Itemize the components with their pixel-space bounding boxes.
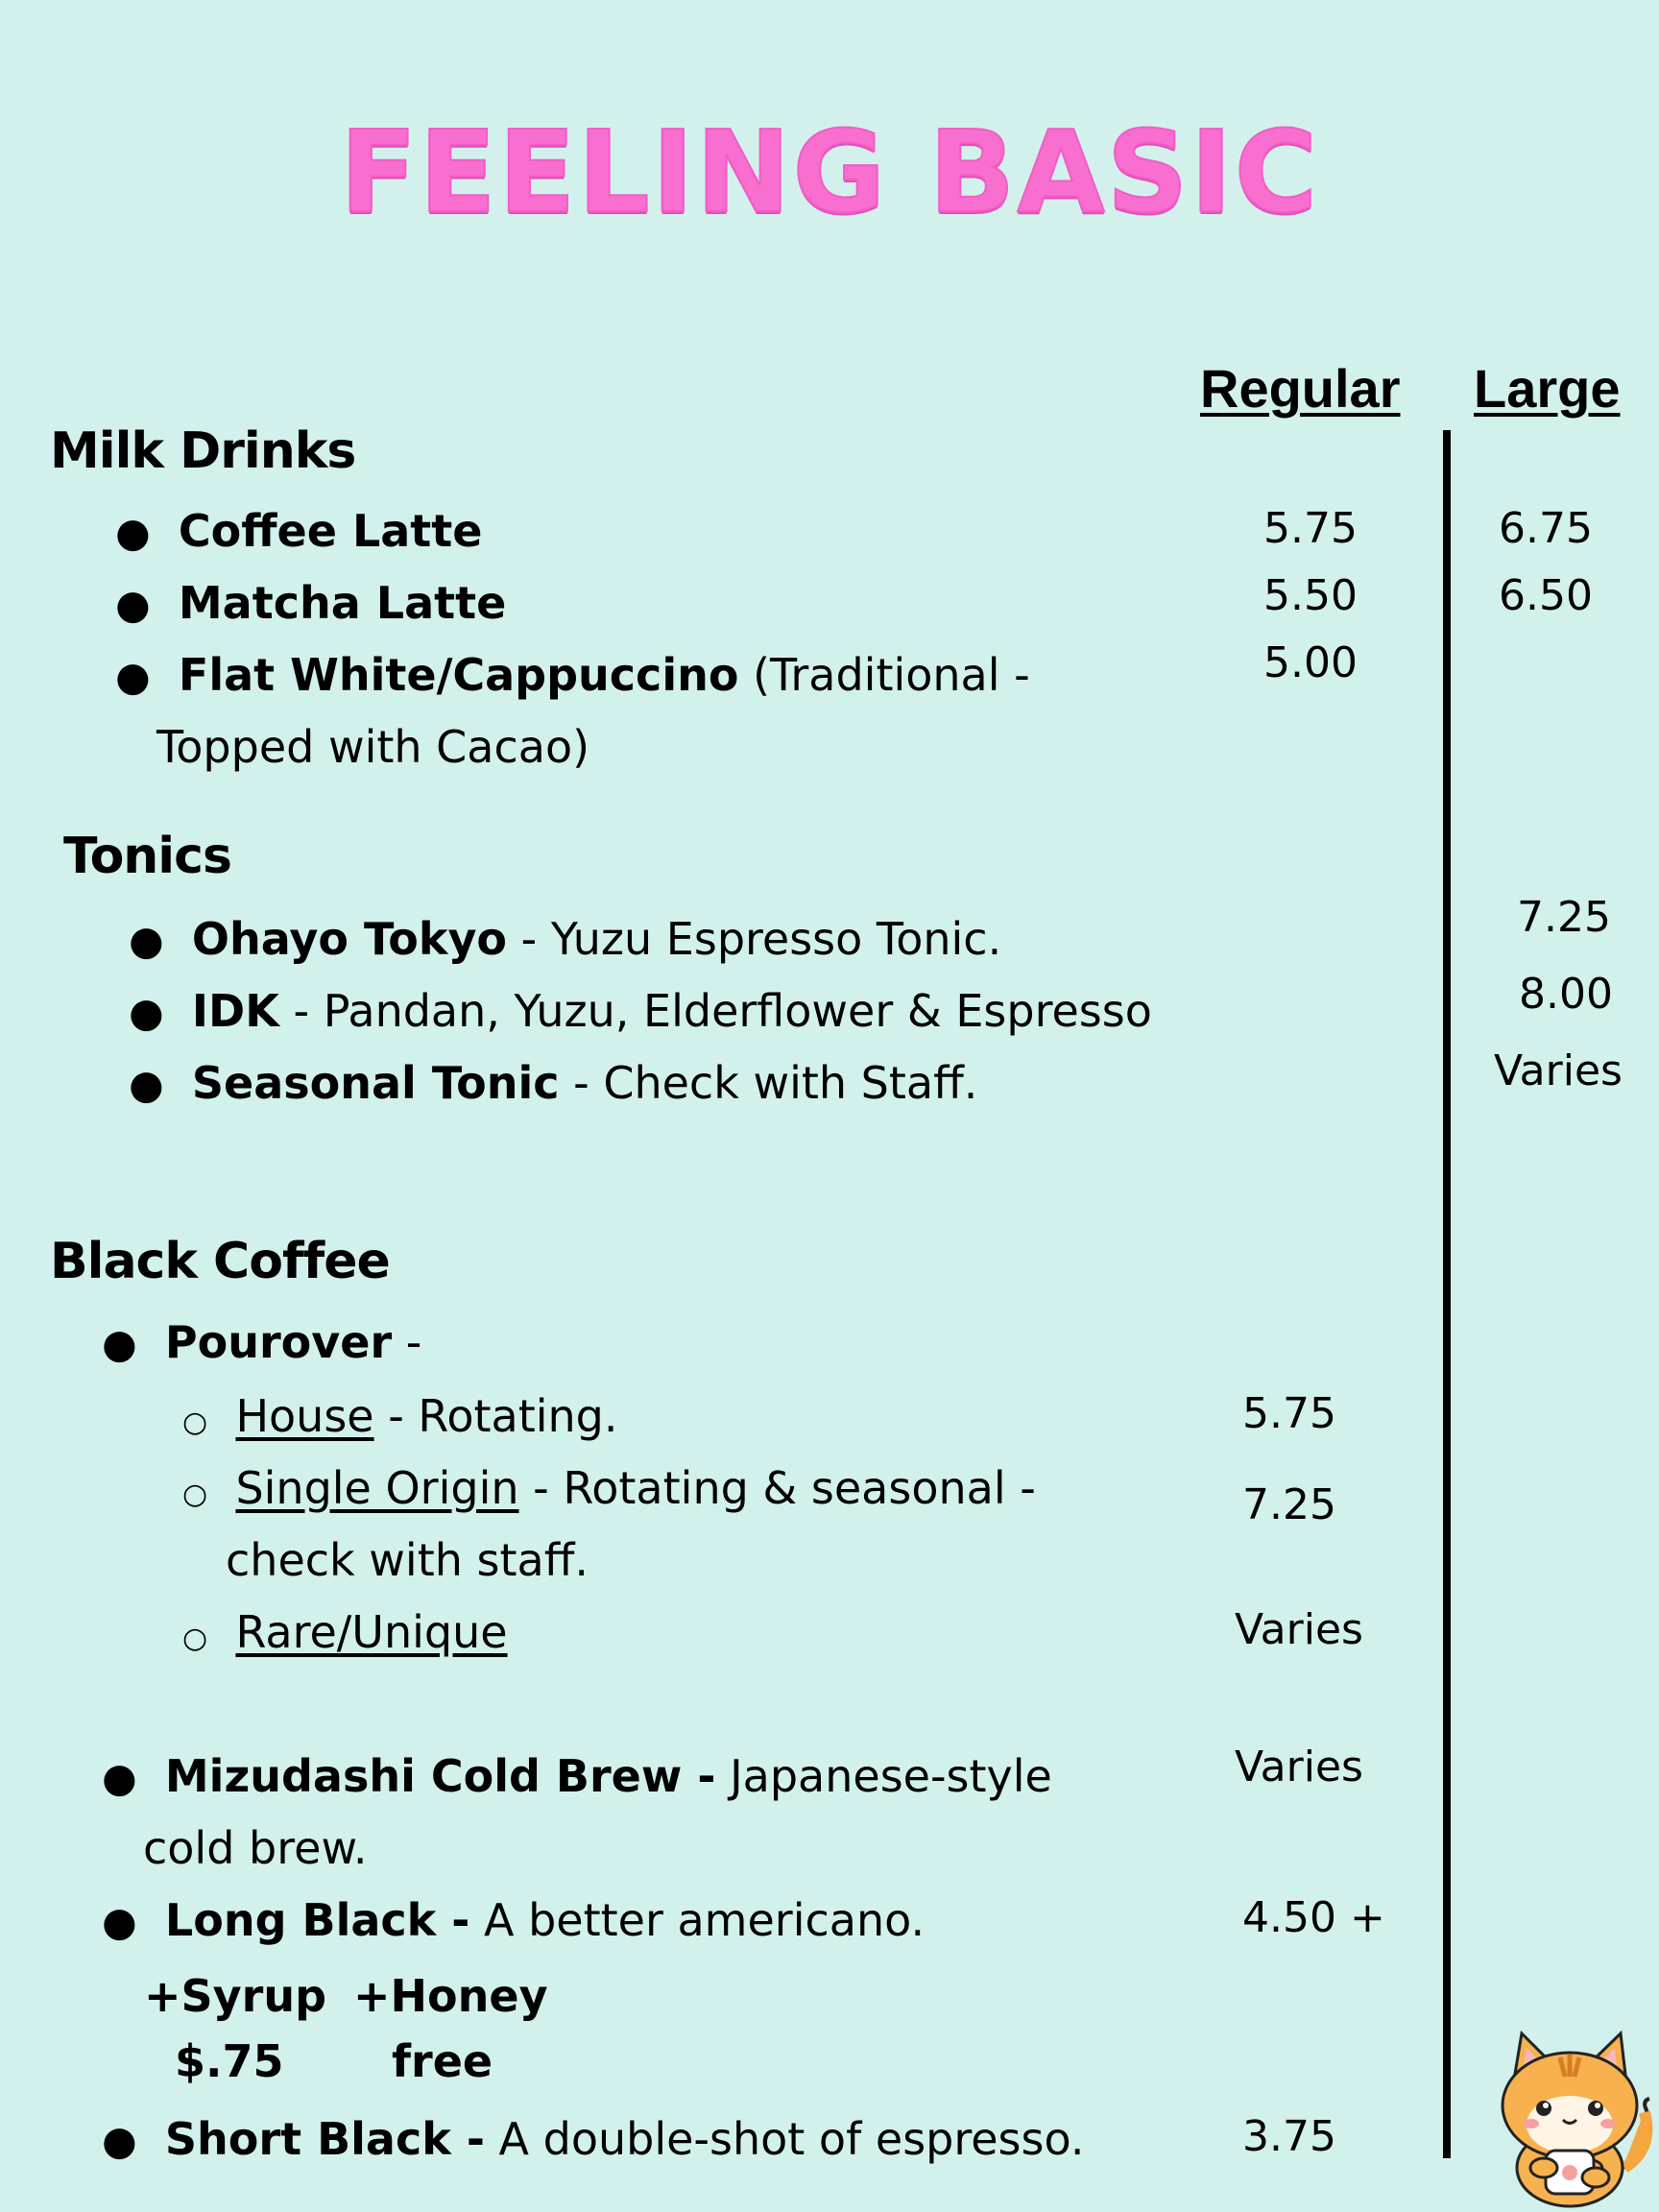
large-column-header: Large (1474, 358, 1621, 419)
column-divider (1443, 430, 1451, 2158)
addon-honey-price: free (392, 2035, 493, 2087)
bullet-icon: ● (102, 2117, 137, 2164)
item-description: - Yuzu Espresso Tonic. (507, 913, 1002, 965)
menu-item-flat-white (115, 638, 1030, 713)
price: 8.00 (1519, 970, 1613, 1019)
bullet-icon: ● (115, 509, 151, 556)
price: 5.75 (1242, 1389, 1336, 1438)
bullet-icon: ● (102, 1754, 137, 1801)
price: 4.50 + (1242, 1893, 1385, 1942)
section-heading-milk-drinks: Milk Drinks (50, 422, 356, 480)
item-description-continued: Topped with Cacao) (156, 721, 590, 773)
item-description: A double-shot of espresso. (484, 2113, 1085, 2165)
addon-honey-label: +Honey (353, 1970, 548, 2022)
item-name: Long Black - (164, 1894, 470, 1946)
menu-item-mizudashi (102, 1740, 1052, 1815)
price-regular: 5.75 (1263, 504, 1358, 553)
menu-item-ohayo-tokyo (129, 902, 1001, 977)
item-name: Coffee Latte (178, 505, 483, 557)
item-description: - Check with Staff. (559, 1057, 978, 1109)
pourover-option-house (182, 1380, 618, 1459)
pourover-option-single-origin (182, 1452, 1036, 1531)
price: 7.25 (1242, 1480, 1336, 1529)
hollow-bullet-icon: ○ (182, 1478, 208, 1511)
menu-item-seasonal-tonic (129, 1046, 977, 1121)
price: 3.75 (1242, 2112, 1336, 2161)
item-description: - Pandan, Yuzu, Elderflower & Espresso (278, 985, 1152, 1037)
item-name: Matcha Latte (178, 577, 507, 629)
item-name: Ohayo Tokyo (191, 913, 508, 965)
option-description: - Rotating. (373, 1390, 618, 1442)
section-heading-tonics: Tonics (63, 828, 231, 885)
price-large: 6.50 (1499, 571, 1593, 620)
item-name: Mizudashi Cold Brew - (164, 1750, 716, 1802)
item-description-continued: cold brew. (143, 1822, 368, 1874)
item-name: IDK (191, 985, 279, 1037)
option-description-continued: check with staff. (226, 1534, 589, 1586)
item-suffix: - (392, 1316, 422, 1368)
price-regular: 5.50 (1263, 571, 1358, 620)
menu-title: FEELING BASIC (339, 106, 1320, 238)
bullet-icon: ● (102, 1898, 137, 1945)
item-name: Short Black - (164, 2113, 485, 2165)
bullet-icon: ● (129, 1061, 164, 1108)
menu-item-idk (129, 974, 1152, 1049)
option-name: Single Origin (235, 1462, 519, 1514)
item-description: Japanese-style (715, 1750, 1052, 1802)
menu-item-long-black (102, 1884, 925, 1959)
item-name: Pourover (164, 1316, 393, 1368)
pourover-option-rare-unique (182, 1596, 508, 1675)
price-regular: 5.00 (1263, 638, 1358, 687)
price: 7.25 (1517, 893, 1611, 942)
item-description: A better americano. (469, 1894, 926, 1946)
bullet-icon: ● (115, 653, 151, 700)
menu-item-matcha-latte (115, 566, 506, 641)
price: Varies (1235, 1743, 1363, 1791)
option-name: House (235, 1390, 374, 1442)
hollow-bullet-icon: ○ (182, 1622, 208, 1655)
price-large: 6.75 (1499, 504, 1593, 553)
item-name: Flat White/Cappuccino (178, 649, 739, 701)
bullet-icon: ● (129, 989, 164, 1036)
section-heading-black-coffee: Black Coffee (50, 1233, 390, 1290)
menu-item-coffee-latte (115, 494, 482, 569)
price: Varies (1494, 1046, 1623, 1095)
price: Varies (1235, 1605, 1363, 1654)
addon-syrup-price: $.75 (175, 2035, 284, 2087)
addon-syrup-label: +Syrup (144, 1970, 327, 2022)
menu-item-pourover (102, 1306, 421, 1381)
option-description: - Rotating & seasonal - (518, 1462, 1036, 1514)
option-name: Rare/Unique (235, 1606, 508, 1658)
regular-column-header: Regular (1200, 358, 1401, 419)
item-description: (Traditional - (738, 649, 1030, 701)
bullet-icon: ● (129, 917, 164, 964)
menu-item-short-black (102, 2103, 1084, 2177)
cat-with-coffee-cup-icon (1479, 2024, 1659, 2212)
bullet-icon: ● (115, 581, 151, 628)
bullet-icon: ● (102, 1320, 137, 1367)
item-name: Seasonal Tonic (191, 1057, 560, 1109)
hollow-bullet-icon: ○ (182, 1406, 208, 1439)
